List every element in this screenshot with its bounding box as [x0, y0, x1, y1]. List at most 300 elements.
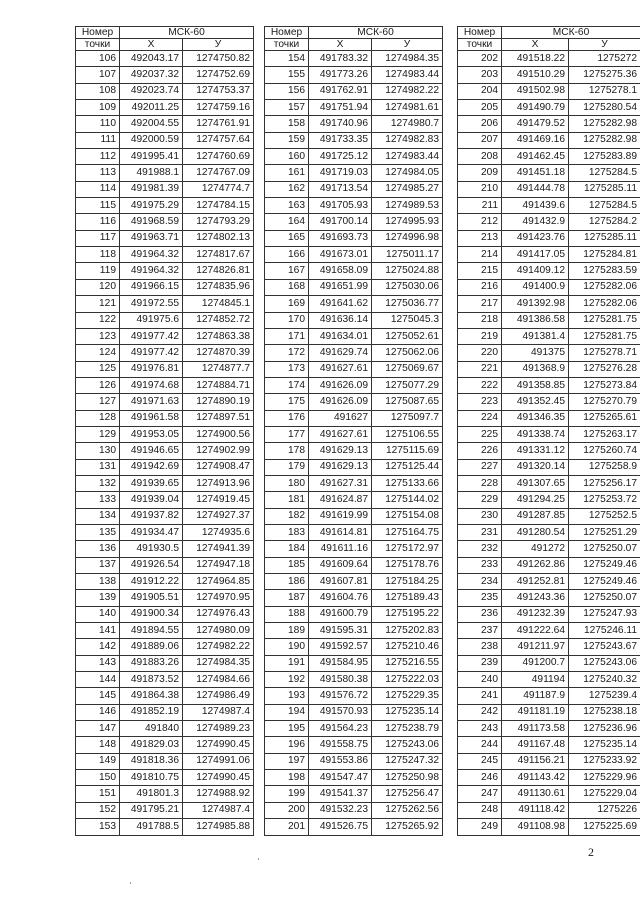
point-number-cell: 195 — [265, 721, 309, 737]
table-row — [265, 377, 443, 393]
y-coordinate-cell: 1274970.95 — [183, 590, 254, 606]
y-coordinate-cell: 1275247.32 — [372, 753, 443, 769]
point-number-cell: 135 — [76, 524, 120, 540]
x-coordinate-cell: 491252.81 — [502, 574, 569, 590]
x-coordinate-cell: 491432.9 — [502, 214, 569, 230]
table-row — [458, 639, 640, 655]
point-number-cell: 139 — [76, 590, 120, 606]
x-coordinate-cell: 491964.32 — [120, 247, 183, 263]
table-row — [458, 394, 640, 410]
point-number-cell: 110 — [76, 116, 120, 132]
point-number-cell: 214 — [458, 247, 502, 263]
y-coordinate-cell: 1275240.32 — [569, 672, 640, 688]
table-row — [265, 51, 443, 67]
x-coordinate-cell: 491352.45 — [502, 394, 569, 410]
y-coordinate-cell: 1275276.28 — [569, 361, 640, 377]
y-coordinate-cell: 1275233.92 — [569, 753, 640, 769]
point-number-cell: 236 — [458, 606, 502, 622]
x-coordinate-cell: 491964.32 — [120, 263, 183, 279]
x-coordinate-cell: 491167.48 — [502, 737, 569, 753]
y-coordinate-cell: 1275239.4 — [569, 688, 640, 704]
point-number-cell: 249 — [458, 819, 502, 835]
point-number-cell: 244 — [458, 737, 502, 753]
point-number-cell: 146 — [76, 704, 120, 720]
table-row — [265, 83, 443, 99]
y-coordinate-cell: 1275270.79 — [569, 394, 640, 410]
x-coordinate-cell: 491801.3 — [120, 786, 183, 802]
x-coordinate-cell: 491280.54 — [502, 524, 569, 540]
x-coordinate-cell: 492023.74 — [120, 83, 183, 99]
point-number-cell: 184 — [265, 541, 309, 557]
table-row — [265, 181, 443, 197]
x-coordinate-cell: 491725.12 — [309, 149, 372, 165]
y-coordinate-cell: 1274996.98 — [372, 230, 443, 246]
y-coordinate-cell: 1274947.18 — [183, 557, 254, 573]
y-coordinate-cell: 1275202.83 — [372, 623, 443, 639]
table-row — [76, 753, 254, 769]
table-row — [76, 721, 254, 737]
table-row — [76, 443, 254, 459]
x-coordinate-cell: 491462.45 — [502, 149, 569, 165]
y-coordinate-cell: 1275062.06 — [372, 345, 443, 361]
point-number-cell: 222 — [458, 377, 502, 393]
table-row — [76, 459, 254, 475]
x-coordinate-cell: 491381.4 — [502, 328, 569, 344]
y-coordinate-cell: 1275184.25 — [372, 574, 443, 590]
table-row — [458, 541, 640, 557]
point-number-cell: 235 — [458, 590, 502, 606]
table-row — [76, 361, 254, 377]
table-row — [265, 296, 443, 312]
y-coordinate-cell: 1275278.71 — [569, 345, 640, 361]
y-coordinate-cell: 1275243.06 — [569, 655, 640, 671]
point-number-cell: 188 — [265, 606, 309, 622]
header-point-number-line1: Номер — [458, 27, 502, 39]
point-number-cell: 112 — [76, 149, 120, 165]
table-row — [458, 655, 640, 671]
x-coordinate-cell: 491975.29 — [120, 198, 183, 214]
x-coordinate-cell: 491580.38 — [309, 672, 372, 688]
x-coordinate-cell: 491607.81 — [309, 574, 372, 590]
point-number-cell: 127 — [76, 394, 120, 410]
table-row — [265, 508, 443, 524]
table-row — [458, 606, 640, 622]
y-coordinate-cell: 1274980.09 — [183, 623, 254, 639]
x-coordinate-cell: 491705.93 — [309, 198, 372, 214]
table-row — [76, 688, 254, 704]
point-number-cell: 240 — [458, 672, 502, 688]
table-row — [76, 165, 254, 181]
y-coordinate-cell: 1274982.22 — [372, 83, 443, 99]
point-number-cell: 168 — [265, 279, 309, 295]
y-coordinate-cell: 1275251.29 — [569, 524, 640, 540]
page-number: 2 — [588, 845, 594, 859]
y-coordinate-cell: 1274908.47 — [183, 459, 254, 475]
table-row — [458, 296, 640, 312]
coordinate-table-2 — [264, 26, 443, 836]
y-coordinate-cell: 1275247.93 — [569, 606, 640, 622]
header-coordinate-system: МСК-60 — [502, 27, 640, 39]
x-coordinate-cell: 491386.58 — [502, 312, 569, 328]
table-row — [76, 116, 254, 132]
x-coordinate-cell: 491375 — [502, 345, 569, 361]
y-coordinate-cell: 1275164.75 — [372, 524, 443, 540]
y-coordinate-cell: 1275282.98 — [569, 132, 640, 148]
y-coordinate-cell: 1275281.75 — [569, 328, 640, 344]
header-coordinate-system: МСК-60 — [309, 27, 443, 39]
y-coordinate-cell: 1274760.69 — [183, 149, 254, 165]
point-number-cell: 122 — [76, 312, 120, 328]
y-coordinate-cell: 1275284.2 — [569, 214, 640, 230]
table-row — [458, 672, 640, 688]
x-coordinate-cell: 491889.06 — [120, 639, 183, 655]
table-row — [458, 361, 640, 377]
x-coordinate-cell: 491307.65 — [502, 475, 569, 491]
y-coordinate-cell: 1274826.81 — [183, 263, 254, 279]
table-row — [265, 753, 443, 769]
point-number-cell: 226 — [458, 443, 502, 459]
x-coordinate-cell: 491894.55 — [120, 623, 183, 639]
point-number-cell: 107 — [76, 67, 120, 83]
table-row — [76, 149, 254, 165]
table-row — [458, 51, 640, 67]
x-coordinate-cell: 491629.13 — [309, 443, 372, 459]
y-coordinate-cell: 1275285.11 — [569, 181, 640, 197]
y-coordinate-cell: 1275250.98 — [372, 770, 443, 786]
point-number-cell: 111 — [76, 132, 120, 148]
y-coordinate-cell: 1275260.74 — [569, 443, 640, 459]
y-coordinate-cell: 1274990.45 — [183, 737, 254, 753]
y-coordinate-cell: 1275283.89 — [569, 149, 640, 165]
point-number-cell: 137 — [76, 557, 120, 573]
point-number-cell: 219 — [458, 328, 502, 344]
y-coordinate-cell: 1274990.45 — [183, 770, 254, 786]
table-row — [458, 721, 640, 737]
y-coordinate-cell: 1275282.06 — [569, 296, 640, 312]
x-coordinate-cell: 491469.16 — [502, 132, 569, 148]
point-number-cell: 204 — [458, 83, 502, 99]
point-number-cell: 113 — [76, 165, 120, 181]
point-number-cell: 142 — [76, 639, 120, 655]
table-row — [76, 83, 254, 99]
x-coordinate-cell: 491939.65 — [120, 475, 183, 491]
table-row — [265, 574, 443, 590]
y-coordinate-cell: 1275243.67 — [569, 639, 640, 655]
y-coordinate-cell: 1274964.85 — [183, 574, 254, 590]
x-coordinate-cell: 491287.85 — [502, 508, 569, 524]
y-coordinate-cell: 1275249.46 — [569, 557, 640, 573]
table-row — [458, 737, 640, 753]
table-row — [265, 394, 443, 410]
x-coordinate-cell: 491905.51 — [120, 590, 183, 606]
x-coordinate-cell: 491733.35 — [309, 132, 372, 148]
y-coordinate-cell: 1275235.14 — [372, 704, 443, 720]
x-coordinate-cell: 491939.04 — [120, 492, 183, 508]
table-row — [458, 230, 640, 246]
table-row — [265, 639, 443, 655]
x-coordinate-cell: 491130.61 — [502, 786, 569, 802]
point-number-cell: 125 — [76, 361, 120, 377]
x-coordinate-cell: 491762.91 — [309, 83, 372, 99]
point-number-cell: 189 — [265, 623, 309, 639]
y-coordinate-cell: 1274984.05 — [372, 165, 443, 181]
x-coordinate-cell: 491346.35 — [502, 410, 569, 426]
table-row — [265, 214, 443, 230]
coordinate-table-1 — [75, 26, 254, 836]
y-coordinate-cell: 1275284.81 — [569, 247, 640, 263]
table-row — [76, 247, 254, 263]
x-coordinate-cell: 491564.23 — [309, 721, 372, 737]
header-row — [265, 27, 443, 39]
point-number-cell: 153 — [76, 819, 120, 835]
table-row — [458, 426, 640, 442]
point-number-cell: 154 — [265, 51, 309, 67]
table-row — [458, 247, 640, 263]
point-number-cell: 206 — [458, 116, 502, 132]
point-number-cell: 114 — [76, 181, 120, 197]
x-coordinate-cell: 491977.42 — [120, 345, 183, 361]
table-row — [76, 590, 254, 606]
y-coordinate-cell: 1275036.77 — [372, 296, 443, 312]
point-number-cell: 218 — [458, 312, 502, 328]
x-coordinate-cell: 491818.36 — [120, 753, 183, 769]
point-number-cell: 185 — [265, 557, 309, 573]
x-coordinate-cell: 491624.87 — [309, 492, 372, 508]
header-row — [458, 39, 640, 51]
point-number-cell: 197 — [265, 753, 309, 769]
point-number-cell: 223 — [458, 394, 502, 410]
table-row — [265, 198, 443, 214]
point-number-cell: 198 — [265, 770, 309, 786]
table-row — [458, 83, 640, 99]
x-coordinate-cell: 491783.32 — [309, 51, 372, 67]
table-row — [265, 688, 443, 704]
table-row — [458, 508, 640, 524]
table-row — [458, 181, 640, 197]
y-coordinate-cell: 1274774.7 — [183, 181, 254, 197]
y-coordinate-cell: 1275249.46 — [569, 574, 640, 590]
table-row — [76, 51, 254, 67]
point-number-cell: 192 — [265, 672, 309, 688]
table-row — [76, 410, 254, 426]
y-coordinate-cell: 1274784.15 — [183, 198, 254, 214]
x-coordinate-cell: 491423.76 — [502, 230, 569, 246]
y-coordinate-cell: 1274852.72 — [183, 312, 254, 328]
x-coordinate-cell: 491629.74 — [309, 345, 372, 361]
header-x-label: X — [309, 39, 372, 51]
table-row — [265, 770, 443, 786]
point-number-cell: 199 — [265, 786, 309, 802]
table-row — [265, 459, 443, 475]
y-coordinate-cell: 1275226 — [569, 802, 640, 818]
y-coordinate-cell: 1275272 — [569, 51, 640, 67]
table-row — [76, 214, 254, 230]
table-row — [458, 377, 640, 393]
y-coordinate-cell: 1274989.53 — [372, 198, 443, 214]
table-row — [458, 802, 640, 818]
point-number-cell: 171 — [265, 328, 309, 344]
table-row — [76, 181, 254, 197]
table-row — [265, 279, 443, 295]
point-number-cell: 128 — [76, 410, 120, 426]
y-coordinate-cell: 1275077.29 — [372, 377, 443, 393]
x-coordinate-cell: 491912.22 — [120, 574, 183, 590]
x-coordinate-cell: 491975.6 — [120, 312, 183, 328]
y-coordinate-cell: 1275246.11 — [569, 623, 640, 639]
point-number-cell: 109 — [76, 100, 120, 116]
header-point-number-line2: точки — [76, 39, 120, 51]
point-number-cell: 152 — [76, 802, 120, 818]
point-number-cell: 228 — [458, 475, 502, 491]
point-number-cell: 116 — [76, 214, 120, 230]
x-coordinate-cell: 491934.47 — [120, 524, 183, 540]
y-coordinate-cell: 1274989.23 — [183, 721, 254, 737]
point-number-cell: 209 — [458, 165, 502, 181]
table-row — [458, 443, 640, 459]
x-coordinate-cell: 491658.09 — [309, 263, 372, 279]
y-coordinate-cell: 1275011.17 — [372, 247, 443, 263]
x-coordinate-cell: 491700.14 — [309, 214, 372, 230]
table-row — [76, 786, 254, 802]
table-row — [76, 67, 254, 83]
table-body — [265, 27, 443, 836]
table-row — [265, 672, 443, 688]
y-coordinate-cell: 1274870.39 — [183, 345, 254, 361]
y-coordinate-cell: 1275235.14 — [569, 737, 640, 753]
coordinate-table-3 — [457, 26, 640, 836]
table-row — [458, 704, 640, 720]
y-coordinate-cell: 1275238.18 — [569, 704, 640, 720]
x-coordinate-cell: 491595.31 — [309, 623, 372, 639]
x-coordinate-cell: 491626.09 — [309, 394, 372, 410]
point-number-cell: 167 — [265, 263, 309, 279]
point-number-cell: 180 — [265, 475, 309, 491]
table-row — [265, 426, 443, 442]
table-row — [76, 296, 254, 312]
x-coordinate-cell: 491400.9 — [502, 279, 569, 295]
table-row — [458, 165, 640, 181]
point-number-cell: 224 — [458, 410, 502, 426]
x-coordinate-cell: 491974.68 — [120, 377, 183, 393]
x-coordinate-cell: 491937.82 — [120, 508, 183, 524]
y-coordinate-cell: 1275282.06 — [569, 279, 640, 295]
header-x-label: X — [502, 39, 569, 51]
table-row — [265, 116, 443, 132]
x-coordinate-cell: 491942.69 — [120, 459, 183, 475]
point-number-cell: 174 — [265, 377, 309, 393]
y-coordinate-cell: 1275280.54 — [569, 100, 640, 116]
table-row — [265, 328, 443, 344]
x-coordinate-cell: 491526.75 — [309, 819, 372, 835]
table-row — [458, 786, 640, 802]
y-coordinate-cell: 1275265.92 — [372, 819, 443, 835]
y-coordinate-cell: 1275125.44 — [372, 459, 443, 475]
point-number-cell: 200 — [265, 802, 309, 818]
x-coordinate-cell: 491852.19 — [120, 704, 183, 720]
table-row — [76, 672, 254, 688]
table-row — [76, 557, 254, 573]
point-number-cell: 181 — [265, 492, 309, 508]
point-number-cell: 118 — [76, 247, 120, 263]
x-coordinate-cell: 491740.96 — [309, 116, 372, 132]
table-row — [76, 639, 254, 655]
x-coordinate-cell: 491368.9 — [502, 361, 569, 377]
y-coordinate-cell: 1274897.51 — [183, 410, 254, 426]
point-number-cell: 233 — [458, 557, 502, 573]
table-body — [76, 27, 254, 836]
y-coordinate-cell: 1275273.84 — [569, 377, 640, 393]
point-number-cell: 242 — [458, 704, 502, 720]
y-coordinate-cell: 1275253.72 — [569, 492, 640, 508]
x-coordinate-cell: 492000.59 — [120, 132, 183, 148]
y-coordinate-cell: 1274982.83 — [372, 132, 443, 148]
x-coordinate-cell: 491634.01 — [309, 328, 372, 344]
x-coordinate-cell: 491320.14 — [502, 459, 569, 475]
x-coordinate-cell: 491619.99 — [309, 508, 372, 524]
x-coordinate-cell: 491490.79 — [502, 100, 569, 116]
point-number-cell: 129 — [76, 426, 120, 442]
table-row — [76, 100, 254, 116]
y-coordinate-cell: 1275225.69 — [569, 819, 640, 835]
y-coordinate-cell: 1275256.47 — [372, 786, 443, 802]
table-row — [265, 492, 443, 508]
x-coordinate-cell: 491719.03 — [309, 165, 372, 181]
table-row — [458, 312, 640, 328]
point-number-cell: 210 — [458, 181, 502, 197]
table-row — [265, 149, 443, 165]
table-row — [458, 345, 640, 361]
y-coordinate-cell: 1275115.69 — [372, 443, 443, 459]
x-coordinate-cell: 491358.85 — [502, 377, 569, 393]
point-number-cell: 157 — [265, 100, 309, 116]
x-coordinate-cell: 491795.21 — [120, 802, 183, 818]
point-number-cell: 124 — [76, 345, 120, 361]
x-coordinate-cell: 491966.15 — [120, 279, 183, 295]
point-number-cell: 207 — [458, 132, 502, 148]
x-coordinate-cell: 491541.37 — [309, 786, 372, 802]
table-row — [265, 410, 443, 426]
point-number-cell: 126 — [76, 377, 120, 393]
point-number-cell: 131 — [76, 459, 120, 475]
point-number-cell: 194 — [265, 704, 309, 720]
table-row — [265, 100, 443, 116]
table-row — [458, 574, 640, 590]
x-coordinate-cell: 491584.95 — [309, 655, 372, 671]
y-coordinate-cell: 1275275.36 — [569, 67, 640, 83]
point-number-cell: 230 — [458, 508, 502, 524]
x-coordinate-cell: 492004.55 — [120, 116, 183, 132]
table-row — [265, 590, 443, 606]
y-coordinate-cell: 1274927.37 — [183, 508, 254, 524]
table-row — [76, 770, 254, 786]
x-coordinate-cell: 491810.75 — [120, 770, 183, 786]
point-number-cell: 147 — [76, 721, 120, 737]
table-row — [76, 541, 254, 557]
x-coordinate-cell: 491570.93 — [309, 704, 372, 720]
x-coordinate-cell: 491961.58 — [120, 410, 183, 426]
x-coordinate-cell: 491609.64 — [309, 557, 372, 573]
y-coordinate-cell: 1274752.69 — [183, 67, 254, 83]
x-coordinate-cell: 491651.99 — [309, 279, 372, 295]
header-coordinate-system: МСК-60 — [120, 27, 254, 39]
x-coordinate-cell: 491627.61 — [309, 426, 372, 442]
x-coordinate-cell: 491444.78 — [502, 181, 569, 197]
point-number-cell: 121 — [76, 296, 120, 312]
y-coordinate-cell: 1274863.38 — [183, 328, 254, 344]
header-point-number-line1: Номер — [265, 27, 309, 39]
table-row — [76, 279, 254, 295]
table-body — [458, 27, 640, 836]
